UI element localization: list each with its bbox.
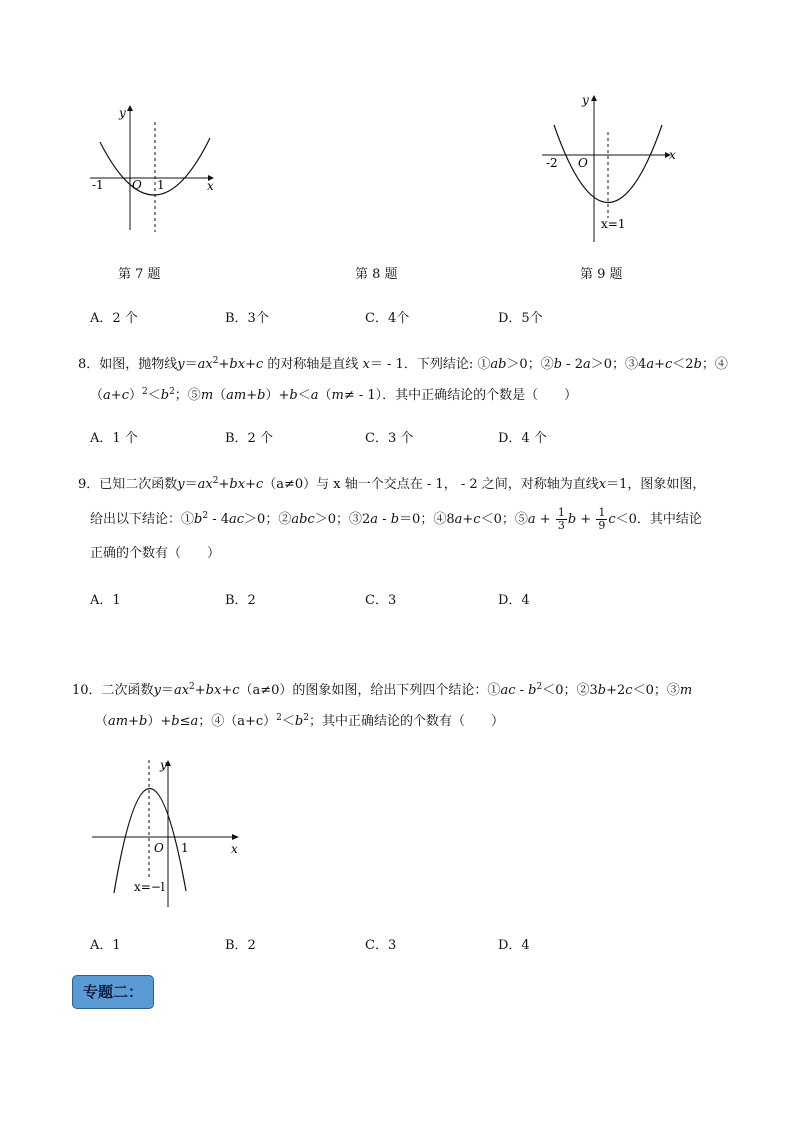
q9-choice-b[interactable]: B．2 [225,593,256,608]
symmetry-axis-label: x=−l [134,880,165,894]
figure-8-caption: 第 8 题 [355,267,398,282]
q9-choices [90,589,710,609]
tick-1: 1 [157,178,165,192]
q8-number: 8． [78,357,100,372]
figure-9-graph [540,90,680,250]
figure-10-graph [90,755,250,915]
q9-number: 9． [78,477,100,492]
y-axis-arrow [591,95,597,101]
q9-line-1: 9．已知二次函数$y=ax^2+bx+c(a\ne 0)$与 x 轴一个交点在 - 1， - 2 之间，对称轴为直线x＝1，图象如图， [78,476,706,492]
symmetry-axis-label: x=1 [601,217,626,231]
y-label: y [582,93,589,107]
x-label: x [669,148,676,162]
q9-line-3: 正确的个数有（ ） [90,546,221,561]
y-label: y [119,106,126,120]
q9-choice-a[interactable]: A．1 [90,593,121,608]
q10-line-1: 10．二次函数$y=ax^2+bx+c(a\ne 0)$的图象如图，给出下列四个结论：①ac - $b^2<0$；②3b+2c＜0；③m [72,682,693,698]
q9-line-2: 给出以下结论：$①b^2 - 4ac>0$；②abc＞0；③2a - b＝0；④8a+c＜0；⑤a + $\frac{1}{3}$ b + $\frac{1}{9}$ c＜0．其中结论 [90,506,702,532]
tick-1: 1 [181,841,189,855]
origin-label: O [132,178,142,192]
q10-choice-d[interactable]: D．4 [498,938,530,953]
q7-choice-d[interactable]: D．5个 [498,311,543,326]
q7-choice-a[interactable]: A．2 个 [90,311,138,326]
q8-line-2: $(a+c)^2<b^2$；⑤m（am+b）+b＜a（m≠ - 1）．其中正确结论的个数是（ ） [90,387,578,403]
q7-choice-b[interactable]: B．3个 [225,311,269,326]
q7-choices [90,307,710,327]
figure-7-caption: 第 7 题 [118,267,161,282]
q8-choice-a[interactable]: A．1 个 [90,431,138,446]
q9-choice-c[interactable]: C．3 [365,593,397,608]
q8-choice-d[interactable]: D．4 个 [498,431,547,446]
q8-line-1: 8．如图，抛物线$y=ax^2+bx+c$ 的对称轴是直线 x＝ - 1．下列结论: ①ab＞0；②b - 2a＞0；③4a+c＜2b；④ [78,356,728,372]
tick-neg1: -1 [92,178,104,192]
x-axis-arrow [232,834,239,840]
figure-9-caption: 第 9 题 [580,267,623,282]
figure-7-graph [90,100,220,235]
q10-choice-b[interactable]: B．2 [225,938,256,953]
q10-choice-c[interactable]: C．3 [365,938,397,953]
y-axis-arrow [127,105,133,111]
origin-label: O [578,156,588,170]
q7-choice-c[interactable]: C．4个 [365,311,410,326]
q10-line-2: （am+b）+b≤a；$④(a+c)^2<b^2$；其中正确结论的个数有（ ） [95,713,504,729]
q8-choices [90,427,710,447]
origin-label: O [154,841,164,855]
q9-choice-d[interactable]: D．4 [498,593,530,608]
q10-number: 10． [72,683,102,698]
q8-choice-c[interactable]: C．3 个 [365,431,414,446]
x-label: x [231,842,238,856]
q10-choices [90,934,710,954]
x-label: x [207,179,214,193]
q8-choice-b[interactable]: B．2 个 [225,431,273,446]
parabola-curve [114,788,186,893]
tick-neg2: -2 [546,156,558,170]
y-label: y [160,758,167,772]
q10-choice-a[interactable]: A．1 [90,938,121,953]
section-tag: 专题二： [72,975,154,1009]
